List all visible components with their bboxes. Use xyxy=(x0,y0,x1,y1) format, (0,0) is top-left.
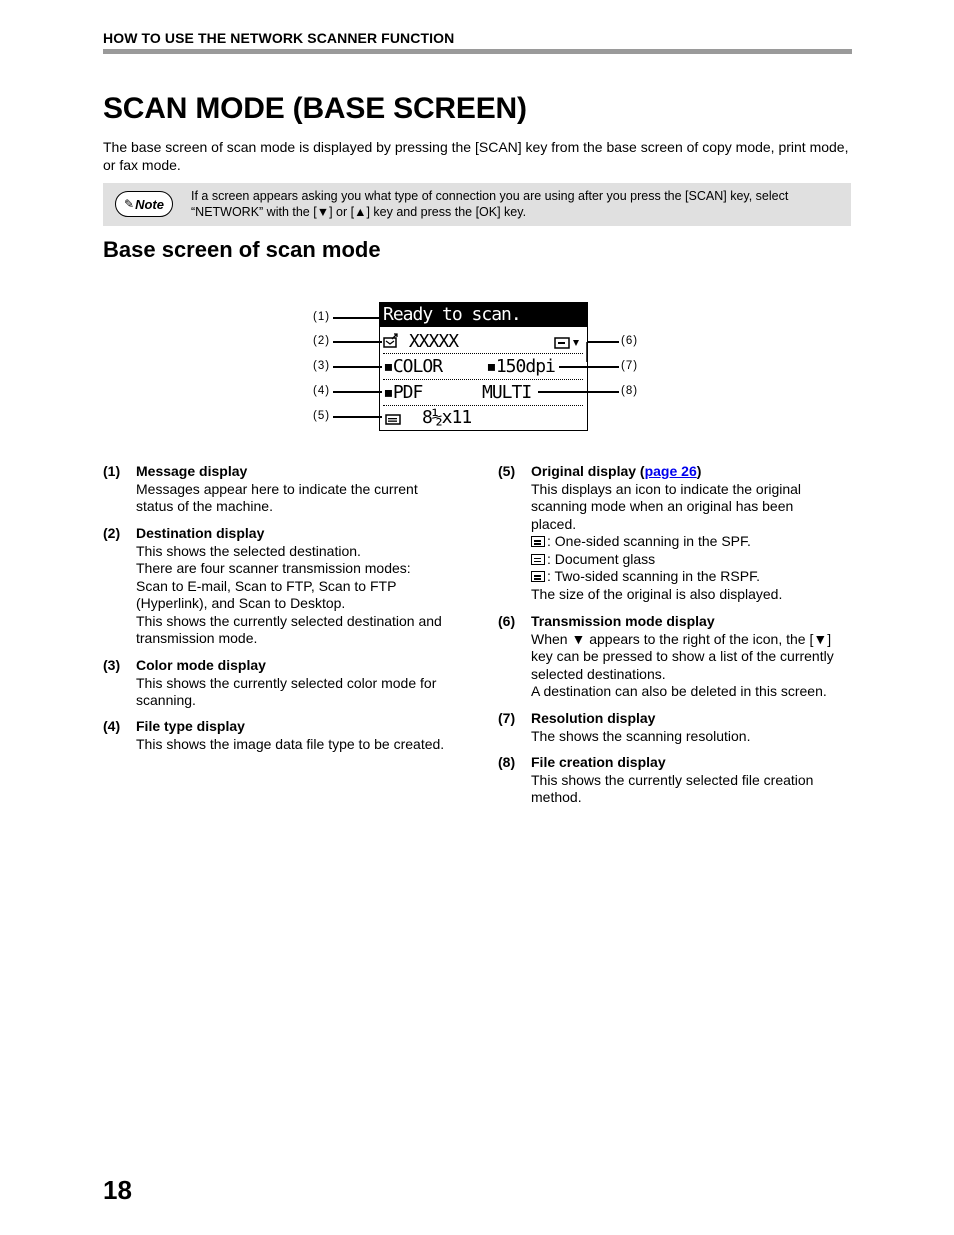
callout-5: (5) xyxy=(313,410,331,422)
item-line xyxy=(531,533,856,551)
item-body xyxy=(531,728,856,746)
lcd-message: Ready to scan. xyxy=(380,303,587,327)
item-message-display xyxy=(103,463,473,518)
callout-4: (4) xyxy=(313,385,331,397)
item-line: scanning. xyxy=(136,692,196,708)
callout-3: (3) xyxy=(313,360,331,372)
item-number: (4) xyxy=(103,718,121,734)
lcd-destination: XXXXX xyxy=(408,331,459,352)
document-glass-icon xyxy=(531,554,545,565)
item-color-mode-display xyxy=(103,657,473,712)
item-body xyxy=(136,675,461,710)
item-number: (8) xyxy=(498,754,516,770)
item-body xyxy=(136,481,461,516)
item-number: (2) xyxy=(103,525,121,541)
note-line-1: If a screen appears asking you what type of connection you are using after you press the [SCAN] key, select xyxy=(191,189,789,203)
note-text-part: ] or [ xyxy=(329,205,355,219)
section-subtitle: Base screen of scan mode xyxy=(103,237,381,262)
item-line: Scan to E-mail, Scan to FTP, Scan to FTP xyxy=(136,577,397,594)
intro-paragraph: The base screen of scan mode is displayed by pressing the [SCAN] key from the base screen of copy mode, print mode, or fax mode. xyxy=(103,139,849,173)
bullet-icon: ▪ xyxy=(486,356,496,377)
spf-icon xyxy=(531,536,545,547)
rspf-text: : Two-sided scanning in the RSPF. xyxy=(547,568,760,584)
glass-text: : Document glass xyxy=(547,550,656,567)
pencil-icon: ✎ xyxy=(124,197,135,211)
item-line: placed. xyxy=(531,515,577,532)
item-title-text: ) xyxy=(696,463,702,479)
callout-1: (1) xyxy=(313,311,331,323)
item-title-text: Original display ( xyxy=(531,463,645,479)
item-line: This shows the currently selected color mode for xyxy=(136,674,437,691)
note-text-part: “NETWORK” with the [ xyxy=(191,205,317,219)
item-line: method. xyxy=(531,789,582,805)
item-text: appears to the right of the icon, the [ xyxy=(585,630,814,647)
item-line: This shows the currently selected destination and xyxy=(136,612,442,629)
item-line: This displays an icon to indicate the original xyxy=(531,480,802,497)
item-line xyxy=(531,631,856,649)
callout-6: (6) xyxy=(621,335,639,347)
item-title: File type display xyxy=(136,718,245,734)
item-line: A destination can also be deleted in this screen. xyxy=(531,683,827,699)
item-file-creation-display xyxy=(498,754,858,809)
callout-2: (2) xyxy=(313,335,331,347)
spf-text: : One-sided scanning in the SPF. xyxy=(547,533,751,549)
up-arrow-icon: ▲ xyxy=(354,205,367,219)
item-body xyxy=(531,772,856,807)
item-line: This shows the selected destination. xyxy=(136,542,361,559)
lcd-resolution: 150dpi xyxy=(495,356,555,377)
item-body xyxy=(136,736,476,754)
rspf-icon xyxy=(531,571,545,582)
item-line: (Hyperlink), and Scan to Desktop. xyxy=(136,595,346,611)
item-text: ] xyxy=(827,630,832,647)
note-badge-label: Note xyxy=(135,196,164,212)
item-line: key can be pressed to show a list of the currently xyxy=(531,648,834,664)
page-link[interactable]: page 26 xyxy=(644,463,697,479)
item-number: (6) xyxy=(498,613,516,629)
item-original-display xyxy=(498,463,858,608)
item-body xyxy=(531,631,856,701)
item-title: Destination display xyxy=(136,525,265,541)
note-text-part: ] key and press the [OK] key. xyxy=(366,205,527,219)
callout-8: (8) xyxy=(621,385,639,397)
item-file-type-display xyxy=(103,718,473,756)
down-arrow-icon: ▼ xyxy=(316,205,330,219)
page-title: SCAN MODE (BASE SCREEN) xyxy=(103,92,527,125)
item-title: Message display xyxy=(136,463,248,479)
lcd-file-creation: MULTI xyxy=(482,382,532,403)
down-arrow-icon: ▼ xyxy=(813,630,828,647)
item-line: Messages appear here to indicate the current xyxy=(136,480,418,497)
item-body xyxy=(531,481,856,604)
lcd-color: COLOR xyxy=(392,356,443,377)
item-line: The shows the scanning resolution. xyxy=(531,727,751,744)
item-line: This shows the currently selected file creation xyxy=(531,771,814,788)
page-number: 18 xyxy=(103,1175,132,1205)
lcd-size: 8½x11 xyxy=(422,407,472,428)
item-line: selected destinations. xyxy=(531,665,666,682)
item-title: Resolution display xyxy=(531,710,656,726)
item-line: This shows the image data file type to be created. xyxy=(136,735,445,752)
bullet-icon: ▪ xyxy=(383,356,393,377)
item-line: status of the machine. xyxy=(136,498,273,514)
item-line: transmission mode. xyxy=(136,630,258,646)
item-number: (5) xyxy=(498,463,516,479)
item-title: Transmission mode display xyxy=(531,613,715,629)
item-resolution-display xyxy=(498,710,858,748)
item-destination-display xyxy=(103,525,473,650)
item-number: (3) xyxy=(103,657,121,673)
item-number: (1) xyxy=(103,463,121,479)
item-line xyxy=(531,568,856,586)
item-line: The size of the original is also displayed. xyxy=(531,585,783,602)
item-title: Color mode display xyxy=(136,657,266,673)
running-header: HOW TO USE THE NETWORK SCANNER FUNCTION xyxy=(103,30,455,46)
down-arrow-icon: ▼ xyxy=(571,630,586,647)
item-number: (7) xyxy=(498,710,516,726)
item-title xyxy=(531,463,701,481)
item-line xyxy=(531,551,856,569)
lcd-file-type: PDF xyxy=(392,382,423,403)
item-line: scanning mode when an original has been xyxy=(531,498,794,514)
item-text: When xyxy=(531,630,572,647)
item-transmission-mode-display xyxy=(498,613,858,703)
bullet-icon: ▪ xyxy=(383,382,393,403)
item-title: File creation display xyxy=(531,754,666,770)
item-body xyxy=(136,543,466,648)
callout-7: (7) xyxy=(621,360,639,372)
item-line: There are four scanner transmission modes: xyxy=(136,560,411,576)
